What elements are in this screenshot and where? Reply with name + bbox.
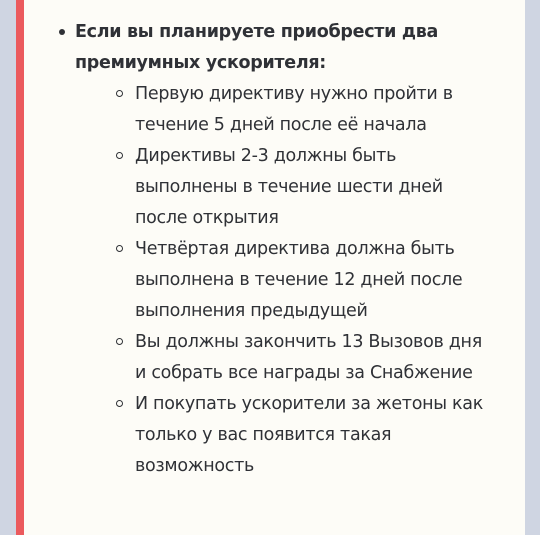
sub-list-item-text: Первую директиву нужно пройти в течение 5 дней после её начала <box>135 84 453 135</box>
sub-list-item <box>135 389 495 482</box>
sub-list <box>135 79 495 482</box>
page-background-left <box>0 0 16 535</box>
circle-bullet-icon <box>116 338 123 345</box>
list-item <box>75 17 505 482</box>
circle-bullet-icon <box>116 90 123 97</box>
sub-list-item-text: Вы должны закончить 13 Вызовов дня и собрать все награды за Снабжение <box>135 332 482 383</box>
sub-list-item <box>135 79 495 141</box>
sub-list-item <box>135 327 495 389</box>
list-heading: Если вы планируете приобрести два премиумных ускорителя: <box>75 22 438 73</box>
circle-bullet-icon <box>116 245 123 252</box>
sub-list-item-text: Директивы 2-3 должны быть выполнены в течение шести дней после открытия <box>135 146 443 228</box>
disc-bullet-icon <box>59 29 65 35</box>
sub-list-item <box>135 234 495 327</box>
requirements-list <box>75 17 505 482</box>
page-background-right <box>525 0 540 535</box>
sub-list-item <box>135 141 495 234</box>
circle-bullet-icon <box>116 152 123 159</box>
circle-bullet-icon <box>116 400 123 407</box>
sub-list-item-text: И покупать ускорители за жетоны как только у вас появится такая возможность <box>135 394 483 476</box>
quote-accent-bar <box>16 0 24 535</box>
sub-list-item-text: Четвёртая директива должна быть выполнена в течение 12 дней после выполнения предыдущей <box>135 239 463 321</box>
